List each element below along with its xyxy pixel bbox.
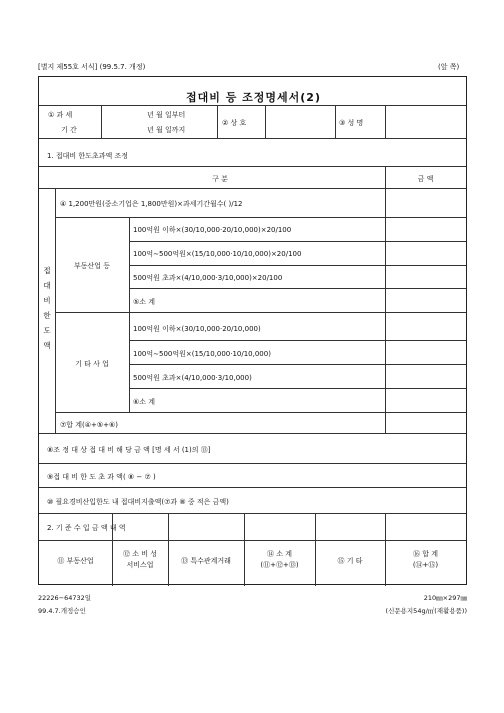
group-other: 기 타 사 업 [75, 360, 109, 368]
row-deductible: ⑩ 필요경비산입한도 내 접대비지출액(⑦과 ⑧ 중 적은 금액) [47, 498, 229, 506]
section1-heading: 1. 접대비 한도초과액 조정 [47, 152, 128, 160]
rule [39, 433, 466, 434]
rule [39, 487, 466, 488]
re-row-1: 100억원 이하×(30/10,000·20/10,000)×20/100 [133, 226, 292, 234]
group-real-estate: 부동산업 등 [73, 262, 111, 270]
rule [129, 388, 466, 389]
col-subtotal: ⑭ 소 계 [267, 550, 292, 558]
row-total: ⑦합 계(④+⑤+⑥) [60, 421, 119, 429]
col-real-estate: ⑪ 부동산업 [57, 557, 94, 565]
other-row-3: 500억원 초과×(4/10,000·3/10,000) [133, 374, 252, 382]
tax-period-label: ① 과 세 [48, 111, 73, 119]
row-basic-limit: ④ 1,200만원(중소기업은 1,800만원)×과세기간월수( )/12 [60, 200, 243, 208]
rule [129, 288, 466, 289]
rule [39, 463, 466, 464]
business-name-label: ② 상 호 [222, 119, 247, 127]
rule [39, 166, 466, 167]
rule [39, 540, 466, 541]
col-related-party: ⑬ 특수관계거래 [181, 557, 231, 565]
name-label: ③ 성 명 [339, 119, 364, 127]
other-subtotal: ⑥소 계 [133, 398, 156, 406]
form-code: 22226−64732일 [38, 594, 92, 602]
rule [55, 312, 466, 313]
page-side: (앞 쪽) [438, 63, 460, 71]
rule [39, 513, 466, 514]
rule [55, 412, 466, 413]
rule [129, 265, 466, 266]
rule [129, 364, 466, 365]
col-consumer-services-2: 서비스업 [126, 561, 154, 569]
adjustment-form [38, 76, 467, 585]
rule [39, 138, 466, 139]
paper-size: 210㎜×297㎜ [423, 594, 467, 602]
other-row-2: 100억∼500억원×(15/10,000·10/10,000) [133, 350, 271, 358]
business-name-field[interactable] [267, 107, 333, 135]
amount-header: 금 액 [417, 175, 434, 183]
form-title: 접대비 등 조정명세서(2) [185, 91, 321, 104]
col-other: ⑮ 기 타 [337, 557, 363, 565]
paper-type: (신문용지54g/㎡(재활용품)) [385, 607, 467, 615]
re-row-2: 100억∼500억원×(15/10,000·10/10,000)×20/100 [133, 250, 302, 258]
col-subtotal-2: (⑪+⑫+⑬) [260, 561, 299, 569]
other-row-1: 100억원 이하×(30/10,000·20/10,000) [133, 325, 261, 333]
form-reference: [별지 제55호 서식] (99.5.7. 개정) [38, 63, 146, 71]
period-to[interactable]: 년 월 일까지 [147, 126, 186, 134]
row-excess: ⑨접 대 비 한 도 초 과 액( ⑧ − ⑦ ) [47, 473, 156, 481]
rule [129, 340, 466, 341]
entertainment-limit-label: 접대비한도액 [43, 266, 51, 350]
rule [129, 241, 466, 242]
tax-period-label-2: 기 간 [61, 126, 77, 134]
category-header: 구 분 [212, 175, 228, 183]
re-row-3: 500억원 초과×(4/10,000·3/10,000)×20/100 [133, 274, 283, 282]
row-adjust-target: ⑧조 정 대 상 접 대 비 해 당 금 액 [명 세 서 (1)의 ⑬] [47, 446, 211, 454]
rule [39, 188, 466, 189]
rule [55, 217, 466, 218]
period-from[interactable]: 년 월 일부터 [147, 111, 186, 119]
rule [39, 105, 466, 106]
col-total-2: (⑭+⑮) [412, 561, 439, 569]
approval-date: 99.4.7.개정승인 [38, 607, 86, 615]
col-total: ⑯ 합 계 [413, 550, 438, 558]
name-field[interactable] [387, 107, 463, 135]
section2-heading: 2. 기 준 수 입 금 액 내 역 [47, 524, 126, 532]
re-subtotal: ⑤소 계 [133, 298, 156, 306]
col-consumer-services: ⑫ 소 비 성 [123, 550, 157, 558]
